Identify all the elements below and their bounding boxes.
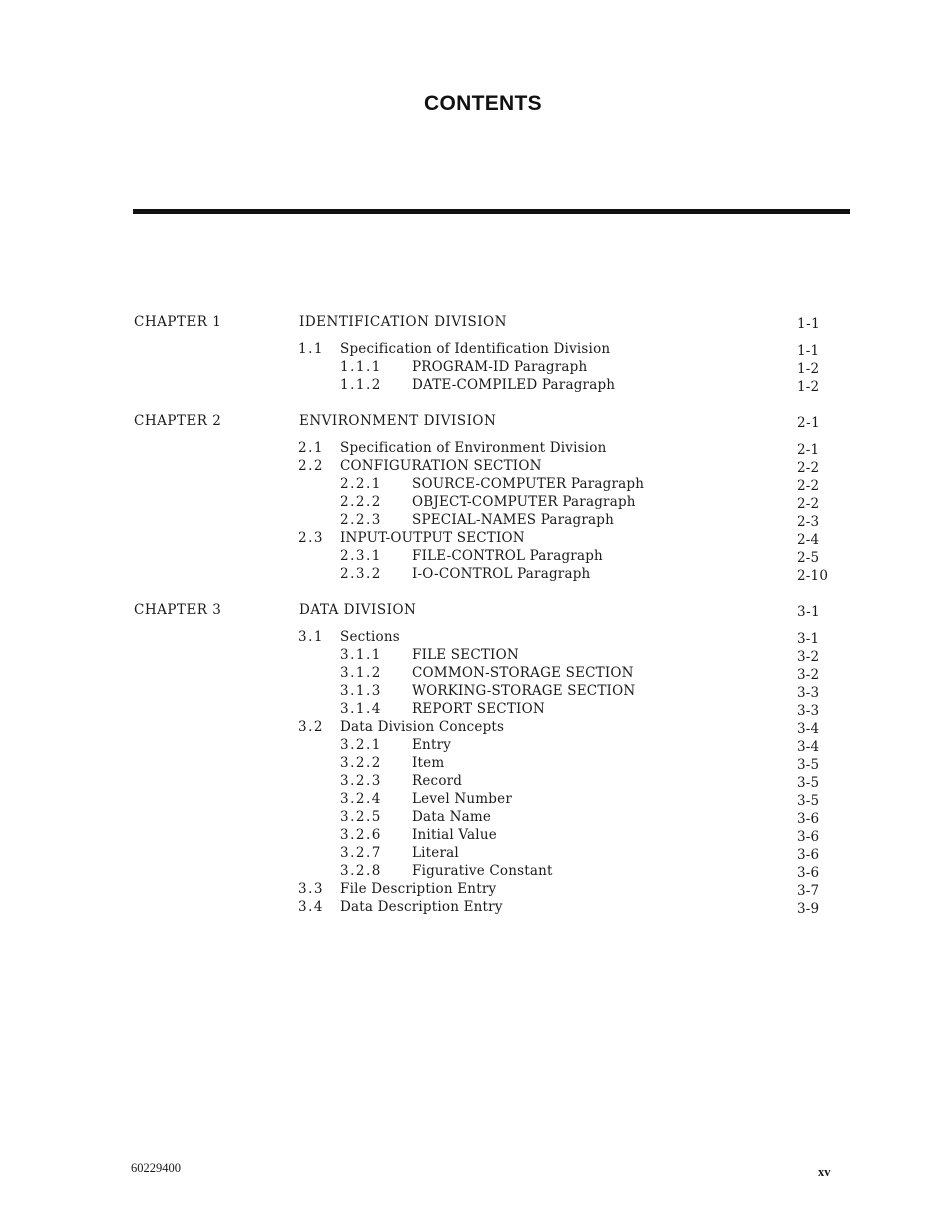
toc-entry[interactable] xyxy=(0,566,950,584)
section-title: DATE-COMPILED Paragraph xyxy=(412,377,616,393)
section-number: 2.2 xyxy=(298,458,324,474)
toc-entry[interactable] xyxy=(0,476,950,494)
section-page-ref: 3-5 xyxy=(797,757,820,773)
toc-entry[interactable] xyxy=(0,809,950,827)
section-page-ref: 3-6 xyxy=(797,865,820,881)
toc-entry[interactable] xyxy=(0,845,950,863)
section-number: 3.2.6 xyxy=(340,827,382,843)
section-page-ref: 2-5 xyxy=(797,550,820,566)
toc-entry[interactable] xyxy=(0,548,950,566)
section-title: WORKING-STORAGE SECTION xyxy=(412,683,636,699)
section-number: 3.2.8 xyxy=(340,863,382,879)
toc-entry[interactable] xyxy=(0,755,950,773)
toc-entry[interactable] xyxy=(0,899,950,917)
toc-entry[interactable] xyxy=(0,827,950,845)
toc-entry[interactable] xyxy=(0,530,950,548)
page-title: CONTENTS xyxy=(424,92,542,115)
heading-rule xyxy=(133,209,850,214)
section-page-ref: 3-3 xyxy=(797,703,820,719)
section-number: 2.2.2 xyxy=(340,494,382,510)
section-number: 3.2 xyxy=(298,719,324,735)
section-number: 1.1.2 xyxy=(340,377,382,393)
toc-chapter xyxy=(0,602,950,917)
section-title: FILE-CONTROL Paragraph xyxy=(412,548,603,564)
section-page-ref: 3-6 xyxy=(797,811,820,827)
section-number: 3.3 xyxy=(298,881,324,897)
section-number: 3.1.1 xyxy=(340,647,382,663)
chapter-title: ENVIRONMENT DIVISION xyxy=(299,413,497,429)
section-number: 2.3.1 xyxy=(340,548,382,564)
section-page-ref: 3-2 xyxy=(797,667,820,683)
section-number: 2.1 xyxy=(298,440,324,456)
chapter-page-ref: 3-1 xyxy=(797,604,821,620)
document-number: 60229400 xyxy=(131,1161,181,1175)
chapter-heading[interactable] xyxy=(0,602,950,622)
toc-entry[interactable] xyxy=(0,377,950,395)
section-number: 2.3 xyxy=(298,530,324,546)
chapter-title: IDENTIFICATION DIVISION xyxy=(299,314,507,330)
toc-entry[interactable] xyxy=(0,359,950,377)
section-title: Entry xyxy=(412,737,452,753)
section-list xyxy=(0,440,950,584)
section-page-ref: 2-2 xyxy=(797,478,820,494)
section-page-ref: 3-6 xyxy=(797,847,820,863)
section-number: 1.1.1 xyxy=(340,359,382,375)
chapter-heading[interactable] xyxy=(0,314,950,334)
section-title: Specification of Identification Division xyxy=(340,341,611,357)
toc-chapter xyxy=(0,413,950,584)
section-title: PROGRAM-ID Paragraph xyxy=(412,359,588,375)
chapter-label: CHAPTER 3 xyxy=(134,602,222,618)
section-title: Figurative Constant xyxy=(412,863,553,879)
section-number: 3.1 xyxy=(298,629,324,645)
section-title: Literal xyxy=(412,845,459,861)
section-page-ref: 3-3 xyxy=(797,685,820,701)
section-title: Specification of Environment Division xyxy=(340,440,607,456)
toc-entry[interactable] xyxy=(0,701,950,719)
section-page-ref: 2-2 xyxy=(797,460,820,476)
section-title: File Description Entry xyxy=(340,881,497,897)
section-page-ref: 2-4 xyxy=(797,532,820,548)
section-title: Data Division Concepts xyxy=(340,719,505,735)
section-title: FILE SECTION xyxy=(412,647,519,663)
section-title: Item xyxy=(412,755,445,771)
section-page-ref: 3-5 xyxy=(797,775,820,791)
toc-entry[interactable] xyxy=(0,881,950,899)
toc-entry[interactable] xyxy=(0,647,950,665)
section-title: Level Number xyxy=(412,791,512,807)
section-number: 3.2.3 xyxy=(340,773,382,789)
section-title: Record xyxy=(412,773,463,789)
chapter-page-ref: 1-1 xyxy=(797,316,821,332)
section-page-ref: 1-1 xyxy=(797,343,820,359)
section-list xyxy=(0,341,950,395)
section-page-ref: 2-1 xyxy=(797,442,820,458)
section-list xyxy=(0,629,950,917)
chapter-label: CHAPTER 1 xyxy=(134,314,222,330)
section-title: Data Name xyxy=(412,809,492,825)
section-number: 2.2.1 xyxy=(340,476,382,492)
toc-entry[interactable] xyxy=(0,512,950,530)
section-title: I-O-CONTROL Paragraph xyxy=(412,566,591,582)
section-number: 3.1.2 xyxy=(340,665,382,681)
section-title: CONFIGURATION SECTION xyxy=(340,458,542,474)
section-title: SPECIAL-NAMES Paragraph xyxy=(412,512,615,528)
section-number: 2.3.2 xyxy=(340,566,382,582)
section-number: 3.2.4 xyxy=(340,791,382,807)
toc-entry[interactable] xyxy=(0,863,950,881)
toc-entry[interactable] xyxy=(0,665,950,683)
section-page-ref: 2-2 xyxy=(797,496,820,512)
chapter-label: CHAPTER 2 xyxy=(134,413,222,429)
toc-entry[interactable] xyxy=(0,683,950,701)
section-title: OBJECT-COMPUTER Paragraph xyxy=(412,494,636,510)
section-number: 3.2.5 xyxy=(340,809,382,825)
section-page-ref: 3-9 xyxy=(797,901,820,917)
toc-entry[interactable] xyxy=(0,773,950,791)
toc-entry[interactable] xyxy=(0,341,950,359)
section-page-ref: 3-1 xyxy=(797,631,820,647)
toc-entry[interactable] xyxy=(0,629,950,647)
toc-entry[interactable] xyxy=(0,440,950,458)
section-page-ref: 3-7 xyxy=(797,883,820,899)
section-title: COMMON-STORAGE SECTION xyxy=(412,665,634,681)
toc-entry[interactable] xyxy=(0,458,950,476)
section-number: 3.1.3 xyxy=(340,683,382,699)
section-page-ref: 1-2 xyxy=(797,379,820,395)
section-number: 3.4 xyxy=(298,899,324,915)
toc-entry[interactable] xyxy=(0,494,950,512)
table-of-contents xyxy=(0,314,950,935)
section-title: SOURCE-COMPUTER Paragraph xyxy=(412,476,645,492)
section-page-ref: 2-3 xyxy=(797,514,820,530)
chapter-title: DATA DIVISION xyxy=(299,602,417,618)
section-number: 3.2.7 xyxy=(340,845,382,861)
toc-chapter xyxy=(0,314,950,395)
section-number: 1.1 xyxy=(298,341,324,357)
section-title: INPUT-OUTPUT SECTION xyxy=(340,530,525,546)
section-title: Initial Value xyxy=(412,827,497,843)
section-title: REPORT SECTION xyxy=(412,701,545,717)
chapter-page-ref: 2-1 xyxy=(797,415,821,431)
section-page-ref: 2-10 xyxy=(797,568,829,584)
section-number: 2.2.3 xyxy=(340,512,382,528)
toc-entry[interactable] xyxy=(0,737,950,755)
section-number: 3.2.1 xyxy=(340,737,382,753)
section-page-ref: 3-6 xyxy=(797,829,820,845)
page-number: xv xyxy=(818,1165,831,1179)
section-title: Data Description Entry xyxy=(340,899,503,915)
section-page-ref: 3-5 xyxy=(797,793,820,809)
section-title: Sections xyxy=(340,629,400,645)
section-number: 3.2.2 xyxy=(340,755,382,771)
section-page-ref: 3-4 xyxy=(797,721,820,737)
section-page-ref: 3-2 xyxy=(797,649,820,665)
toc-entry[interactable] xyxy=(0,791,950,809)
section-number: 3.1.4 xyxy=(340,701,382,717)
toc-entry[interactable] xyxy=(0,719,950,737)
chapter-heading[interactable] xyxy=(0,413,950,433)
section-page-ref: 3-4 xyxy=(797,739,820,755)
section-page-ref: 1-2 xyxy=(797,361,820,377)
